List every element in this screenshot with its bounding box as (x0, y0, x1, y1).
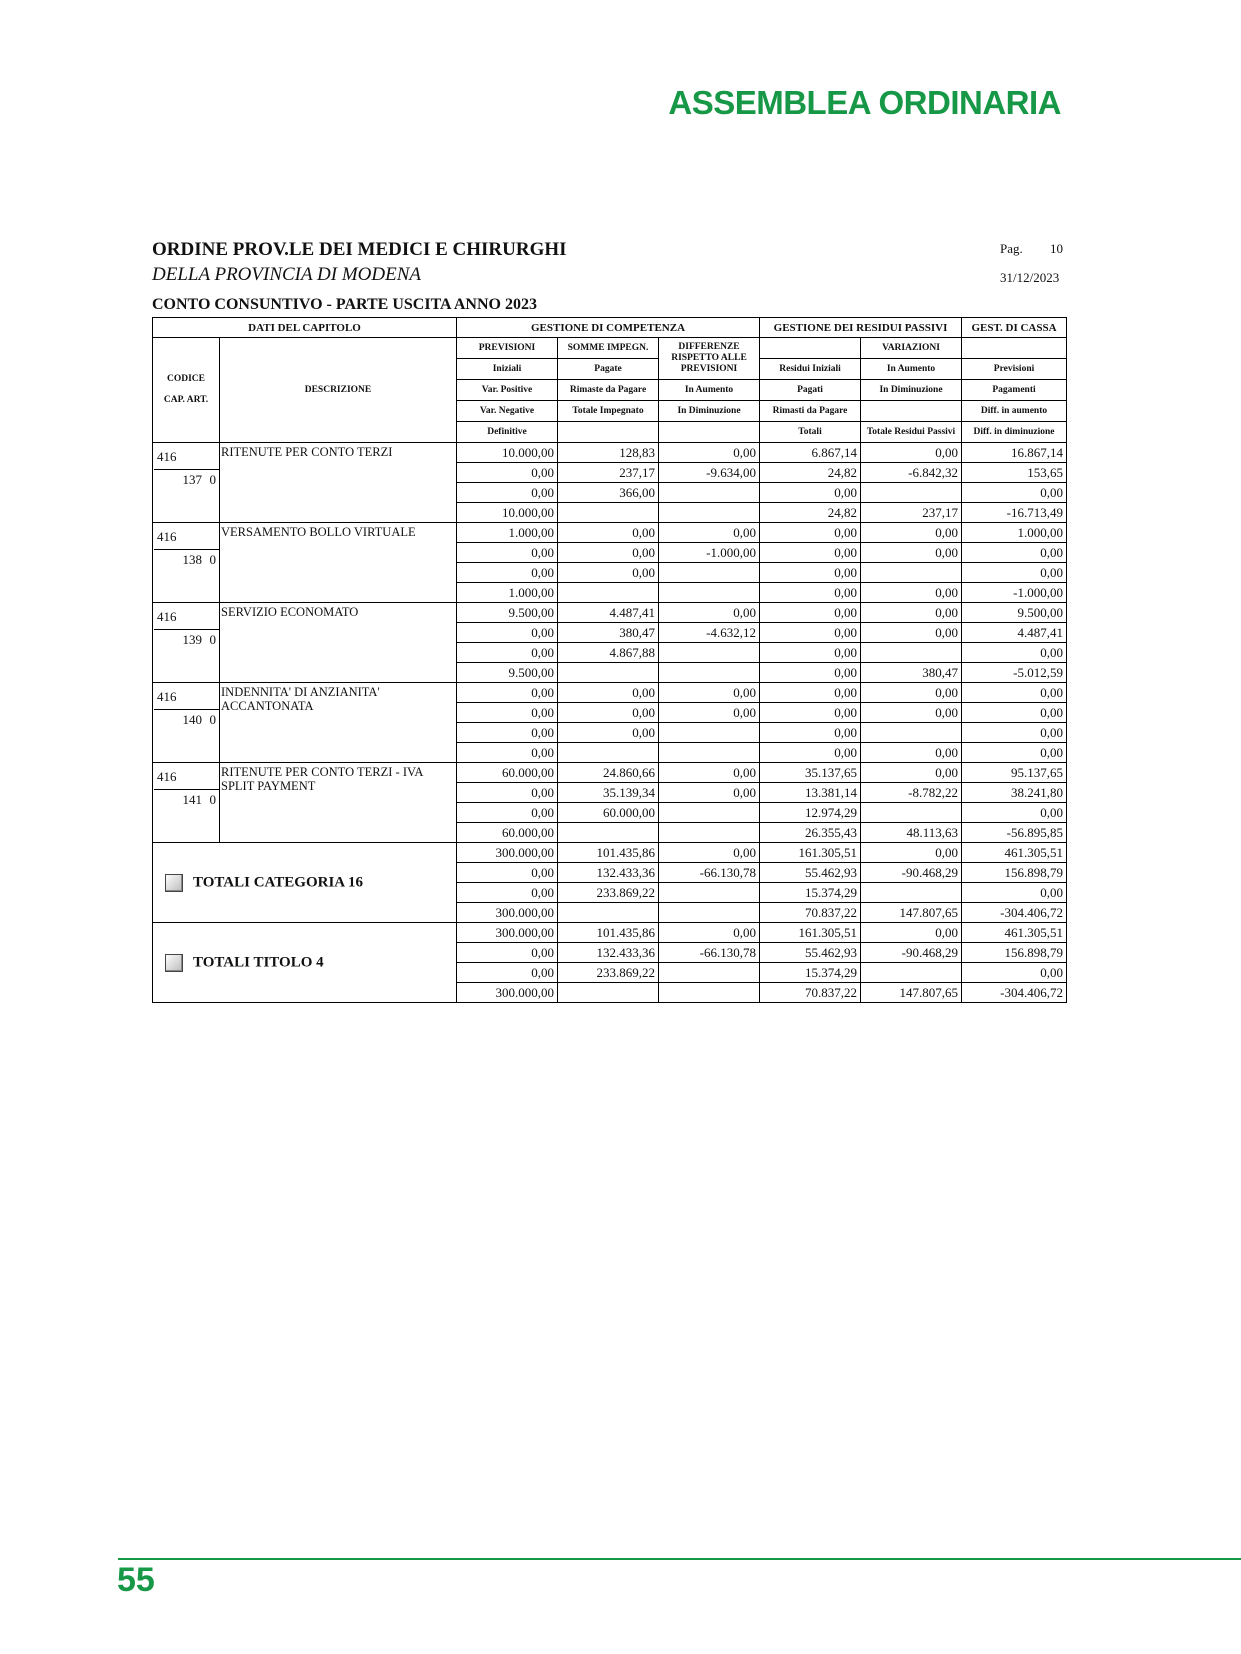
value-cell: 1.000,00 (962, 523, 1067, 543)
header-gest-cassa: GEST. DI CASSA (962, 318, 1067, 338)
value-cell: 0,00 (457, 863, 558, 883)
value-cell (659, 963, 760, 983)
value-cell: -66.130,78 (659, 863, 760, 883)
header-cell: Pagamenti (962, 380, 1067, 401)
value-cell: 4.867,88 (558, 643, 659, 663)
value-cell: 1.000,00 (457, 583, 558, 603)
value-cell (659, 903, 760, 923)
value-cell: 237,17 (861, 503, 962, 523)
chapter-cap-number: 140 (182, 712, 202, 727)
header-cell: Rimaste da Pagare (558, 380, 659, 401)
value-cell: -304.406,72 (962, 903, 1067, 923)
value-cell: 128,83 (558, 443, 659, 463)
header-cell (558, 422, 659, 443)
value-cell: 70.837,22 (760, 983, 861, 1003)
table-row (153, 443, 1067, 463)
chapter-art-number: 0 (209, 712, 216, 727)
chapter-cap-number: 137 (182, 472, 202, 487)
value-cell: 0,00 (457, 623, 558, 643)
value-cell: 0,00 (457, 723, 558, 743)
value-cell (659, 663, 760, 683)
chapter-cap-art (154, 469, 219, 488)
value-cell: 38.241,80 (962, 783, 1067, 803)
value-cell: 233.869,22 (558, 963, 659, 983)
value-cell: 161.305,51 (760, 923, 861, 943)
value-cell: 4.487,41 (962, 623, 1067, 643)
budget-table (152, 317, 1067, 1003)
report-date: 31/12/2023 (1000, 270, 1060, 285)
chapter-description: RITENUTE PER CONTO TERZI (220, 443, 457, 523)
value-cell: 0,00 (962, 683, 1067, 703)
chapter-code-number: 416 (157, 769, 177, 784)
value-cell: 26.355,43 (760, 823, 861, 843)
value-cell: -9.634,00 (659, 463, 760, 483)
chapter-code-number: 416 (157, 449, 177, 464)
value-cell: 0,00 (760, 483, 861, 503)
value-cell: -16.713,49 (962, 503, 1067, 523)
value-cell: 300.000,00 (457, 903, 558, 923)
chapter-code (153, 523, 220, 603)
chapter-description: VERSAMENTO BOLLO VIRTUALE (220, 523, 457, 603)
header-gestione-competenza: GESTIONE DI COMPETENZA (457, 318, 760, 338)
value-cell (659, 563, 760, 583)
value-cell: -6.842,32 (861, 463, 962, 483)
value-cell: -4.632,12 (659, 623, 760, 643)
value-cell (558, 583, 659, 603)
value-cell: 380,47 (861, 663, 962, 683)
table-row (153, 763, 1067, 783)
checkbox-icon (165, 874, 183, 892)
value-cell: -1.000,00 (659, 543, 760, 563)
page-reference (1000, 241, 1063, 257)
chapter-cap-number: 139 (182, 632, 202, 647)
value-cell: 60.000,00 (457, 763, 558, 783)
value-cell (861, 883, 962, 903)
value-cell: 0,00 (760, 623, 861, 643)
value-cell: 300.000,00 (457, 843, 558, 863)
value-cell: 0,00 (760, 663, 861, 683)
value-cell: -8.782,22 (861, 783, 962, 803)
value-cell: 0,00 (659, 683, 760, 703)
header-cell: PREVISIONI (457, 338, 558, 359)
value-cell: 0,00 (962, 883, 1067, 903)
value-cell: 0,00 (457, 943, 558, 963)
value-cell (861, 803, 962, 823)
chapter-cap-art (154, 709, 219, 728)
value-cell: 0,00 (962, 643, 1067, 663)
value-cell: 300.000,00 (457, 983, 558, 1003)
chapter-cap-number: 138 (182, 552, 202, 567)
header-cell: Diff. in diminuzione (962, 422, 1067, 443)
table-row (153, 843, 1067, 863)
value-cell: 0,00 (457, 643, 558, 663)
value-cell: 0,00 (558, 543, 659, 563)
value-cell: 101.435,86 (558, 923, 659, 943)
chapter-cap-number: 141 (182, 792, 202, 807)
value-cell: -1.000,00 (962, 583, 1067, 603)
value-cell: -66.130,78 (659, 943, 760, 963)
value-cell: 0,00 (457, 883, 558, 903)
header-cell: In Aumento (861, 359, 962, 380)
value-cell: 0,00 (558, 523, 659, 543)
value-cell: 0,00 (558, 563, 659, 583)
value-cell: 9.500,00 (962, 603, 1067, 623)
value-cell (861, 723, 962, 743)
header-codice (153, 338, 220, 443)
value-cell (659, 883, 760, 903)
value-cell (659, 983, 760, 1003)
chapter-code-number: 416 (157, 609, 177, 624)
value-cell: 0,00 (659, 843, 760, 863)
value-cell: 6.867,14 (760, 443, 861, 463)
value-cell: 0,00 (760, 543, 861, 563)
value-cell: 233.869,22 (558, 883, 659, 903)
header-descrizione: DESCRIZIONE (220, 338, 457, 443)
value-cell: 0,00 (962, 703, 1067, 723)
value-cell: 0,00 (861, 843, 962, 863)
value-cell: 13.381,14 (760, 783, 861, 803)
header-cell: Rimasti da Pagare (760, 401, 861, 422)
value-cell: 161.305,51 (760, 843, 861, 863)
value-cell (558, 743, 659, 763)
value-cell: 147.807,65 (861, 903, 962, 923)
value-cell: 0,00 (861, 603, 962, 623)
org-subtitle: DELLA PROVINCIA DI MODENA (152, 264, 421, 285)
value-cell: 156.898,79 (962, 863, 1067, 883)
value-cell: 147.807,65 (861, 983, 962, 1003)
value-cell: 0,00 (457, 783, 558, 803)
value-cell: 0,00 (457, 803, 558, 823)
chapter-code-number: 416 (157, 529, 177, 544)
header-cell: Totale Residui Passivi (861, 422, 962, 443)
value-cell: 55.462,93 (760, 863, 861, 883)
value-cell: 0,00 (659, 783, 760, 803)
chapter-code (153, 683, 220, 763)
chapter-cap-art (154, 549, 219, 568)
value-cell: 156.898,79 (962, 943, 1067, 963)
value-cell: 0,00 (659, 703, 760, 723)
value-cell: 0,00 (457, 683, 558, 703)
table-row (153, 523, 1067, 543)
chapter-description: INDENNITA' DI ANZIANITA' ACCANTONATA (220, 683, 457, 763)
header-cell: VARIAZIONI (861, 338, 962, 359)
header-cell: In Diminuzione (659, 401, 760, 422)
header-dati-capitolo: DATI DEL CAPITOLO (153, 318, 457, 338)
header-cell: Residui Iniziali (760, 359, 861, 380)
value-cell: 366,00 (558, 483, 659, 503)
page-number: 55 (117, 1561, 155, 1599)
value-cell: 0,00 (962, 803, 1067, 823)
value-cell: 9.500,00 (457, 603, 558, 623)
value-cell: 0,00 (558, 723, 659, 743)
table-row (153, 683, 1067, 703)
value-cell (558, 903, 659, 923)
checkbox-icon (165, 954, 183, 972)
table-row (153, 923, 1067, 943)
value-cell: 0,00 (962, 543, 1067, 563)
value-cell: 0,00 (558, 683, 659, 703)
value-cell: 0,00 (457, 543, 558, 563)
value-cell: 0,00 (861, 743, 962, 763)
value-cell: 0,00 (861, 703, 962, 723)
header-cell (861, 401, 962, 422)
value-cell (558, 823, 659, 843)
value-cell: 0,00 (659, 603, 760, 623)
value-cell: 35.139,34 (558, 783, 659, 803)
footer-rule (118, 1558, 1241, 1560)
totals-label-cell (153, 923, 457, 1003)
header-cell: Pagati (760, 380, 861, 401)
value-cell (861, 483, 962, 503)
value-cell (861, 563, 962, 583)
header-cell: Totale Impegnato (558, 401, 659, 422)
value-cell: 24,82 (760, 463, 861, 483)
value-cell: 12.974,29 (760, 803, 861, 823)
section-title: ASSEMBLEA ORDINARIA (668, 84, 1061, 121)
header-cell: Var. Negative (457, 401, 558, 422)
page-label: Pag. (1000, 241, 1023, 256)
chapter-code (153, 763, 220, 843)
value-cell: 0,00 (760, 643, 861, 663)
value-cell: 300.000,00 (457, 923, 558, 943)
value-cell: 24.860,66 (558, 763, 659, 783)
value-cell: 9.500,00 (457, 663, 558, 683)
header-cell (659, 422, 760, 443)
value-cell: 48.113,63 (861, 823, 962, 843)
value-cell: 0,00 (760, 723, 861, 743)
value-cell: 461.305,51 (962, 843, 1067, 863)
value-cell: 0,00 (861, 763, 962, 783)
value-cell: 0,00 (659, 523, 760, 543)
value-cell: 0,00 (760, 603, 861, 623)
value-cell: 15.374,29 (760, 963, 861, 983)
value-cell: 0,00 (962, 483, 1067, 503)
value-cell: 0,00 (558, 703, 659, 723)
value-cell: 95.137,65 (962, 763, 1067, 783)
value-cell: 0,00 (760, 683, 861, 703)
org-name: ORDINE PROV.LE DEI MEDICI E CHIRURGHI (152, 239, 567, 260)
value-cell: -90.468,29 (861, 863, 962, 883)
value-cell: -5.012,59 (962, 663, 1067, 683)
header-gestione-residui: GESTIONE DEI RESIDUI PASSIVI (760, 318, 962, 338)
value-cell (659, 483, 760, 503)
value-cell: 60.000,00 (558, 803, 659, 823)
header-cell: Previsioni (962, 359, 1067, 380)
value-cell: 132.433,36 (558, 863, 659, 883)
chapter-cap-art (154, 629, 219, 648)
header-cell: In Diminuzione (861, 380, 962, 401)
value-cell: 153,65 (962, 463, 1067, 483)
value-cell: 237,17 (558, 463, 659, 483)
totals-label: TOTALI TITOLO 4 (193, 953, 324, 970)
value-cell: 0,00 (457, 483, 558, 503)
value-cell: 55.462,93 (760, 943, 861, 963)
header-cell-differenze: DIFFERENZE RISPETTO ALLE PREVISIONI (659, 338, 760, 380)
value-cell (861, 643, 962, 663)
value-cell (659, 823, 760, 843)
value-cell (659, 743, 760, 763)
value-cell (659, 583, 760, 603)
value-cell: 0,00 (962, 963, 1067, 983)
totals-label-cell (153, 843, 457, 923)
page-ref-number: 10 (1050, 241, 1063, 256)
value-cell: 0,00 (962, 743, 1067, 763)
value-cell: 0,00 (457, 463, 558, 483)
value-cell: 4.487,41 (558, 603, 659, 623)
value-cell: 0,00 (760, 703, 861, 723)
value-cell: 10.000,00 (457, 503, 558, 523)
chapter-art-number: 0 (209, 792, 216, 807)
value-cell (558, 663, 659, 683)
value-cell: 15.374,29 (760, 883, 861, 903)
header-cell: Diff. in aumento (962, 401, 1067, 422)
header-cell (962, 338, 1067, 359)
value-cell (659, 803, 760, 823)
value-cell: -90.468,29 (861, 943, 962, 963)
value-cell (558, 503, 659, 523)
totals-label: TOTALI CATEGORIA 16 (193, 873, 364, 890)
chapter-art-number: 0 (209, 472, 216, 487)
value-cell: 0,00 (457, 743, 558, 763)
value-cell: 0,00 (861, 543, 962, 563)
value-cell (659, 643, 760, 663)
header-cell: Totali (760, 422, 861, 443)
value-cell: 0,00 (962, 723, 1067, 743)
chapter-code (153, 443, 220, 523)
value-cell: 0,00 (861, 923, 962, 943)
value-cell: 70.837,22 (760, 903, 861, 923)
header-cell: Var. Positive (457, 380, 558, 401)
value-cell: 0,00 (962, 563, 1067, 583)
value-cell (659, 503, 760, 523)
value-cell: 0,00 (457, 963, 558, 983)
header-cell: Iniziali (457, 359, 558, 380)
value-cell: 0,00 (457, 563, 558, 583)
value-cell: 0,00 (659, 923, 760, 943)
value-cell: 10.000,00 (457, 443, 558, 463)
header-cell: SOMME IMPEGN. (558, 338, 659, 359)
value-cell: 0,00 (760, 523, 861, 543)
chapter-description: SERVIZIO ECONOMATO (220, 603, 457, 683)
value-cell: 60.000,00 (457, 823, 558, 843)
header-cell (760, 338, 861, 359)
value-cell: 380,47 (558, 623, 659, 643)
report-title: CONTO CONSUNTIVO - PARTE USCITA ANNO 2023 (152, 296, 537, 313)
value-cell: -304.406,72 (962, 983, 1067, 1003)
value-cell: 0,00 (861, 683, 962, 703)
chapter-art-number: 0 (209, 552, 216, 567)
chapter-art-number: 0 (209, 632, 216, 647)
value-cell: -56.895,85 (962, 823, 1067, 843)
header-cap-art-label: CAP. ART. (163, 395, 209, 405)
table-row (153, 603, 1067, 623)
value-cell: 1.000,00 (457, 523, 558, 543)
value-cell: 0,00 (760, 743, 861, 763)
header-cell: Pagate (558, 359, 659, 380)
chapter-code-number: 416 (157, 689, 177, 704)
header-codice-label: CODICE (166, 374, 205, 384)
value-cell (861, 963, 962, 983)
value-cell: 0,00 (760, 583, 861, 603)
header-cell: In Aumento (659, 380, 760, 401)
value-cell: 0,00 (760, 563, 861, 583)
value-cell: 0,00 (861, 583, 962, 603)
chapter-code (153, 603, 220, 683)
value-cell: 24,82 (760, 503, 861, 523)
value-cell: 132.433,36 (558, 943, 659, 963)
value-cell: 0,00 (861, 443, 962, 463)
value-cell (659, 723, 760, 743)
value-cell: 0,00 (659, 763, 760, 783)
value-cell (558, 983, 659, 1003)
value-cell: 0,00 (861, 523, 962, 543)
chapter-cap-art (154, 789, 219, 808)
value-cell: 16.867,14 (962, 443, 1067, 463)
value-cell: 35.137,65 (760, 763, 861, 783)
value-cell: 0,00 (861, 623, 962, 643)
chapter-description: RITENUTE PER CONTO TERZI - IVA SPLIT PAYMENT (220, 763, 457, 843)
value-cell: 0,00 (659, 443, 760, 463)
value-cell: 0,00 (457, 703, 558, 723)
header-cell: Definitive (457, 422, 558, 443)
value-cell: 101.435,86 (558, 843, 659, 863)
value-cell: 461.305,51 (962, 923, 1067, 943)
